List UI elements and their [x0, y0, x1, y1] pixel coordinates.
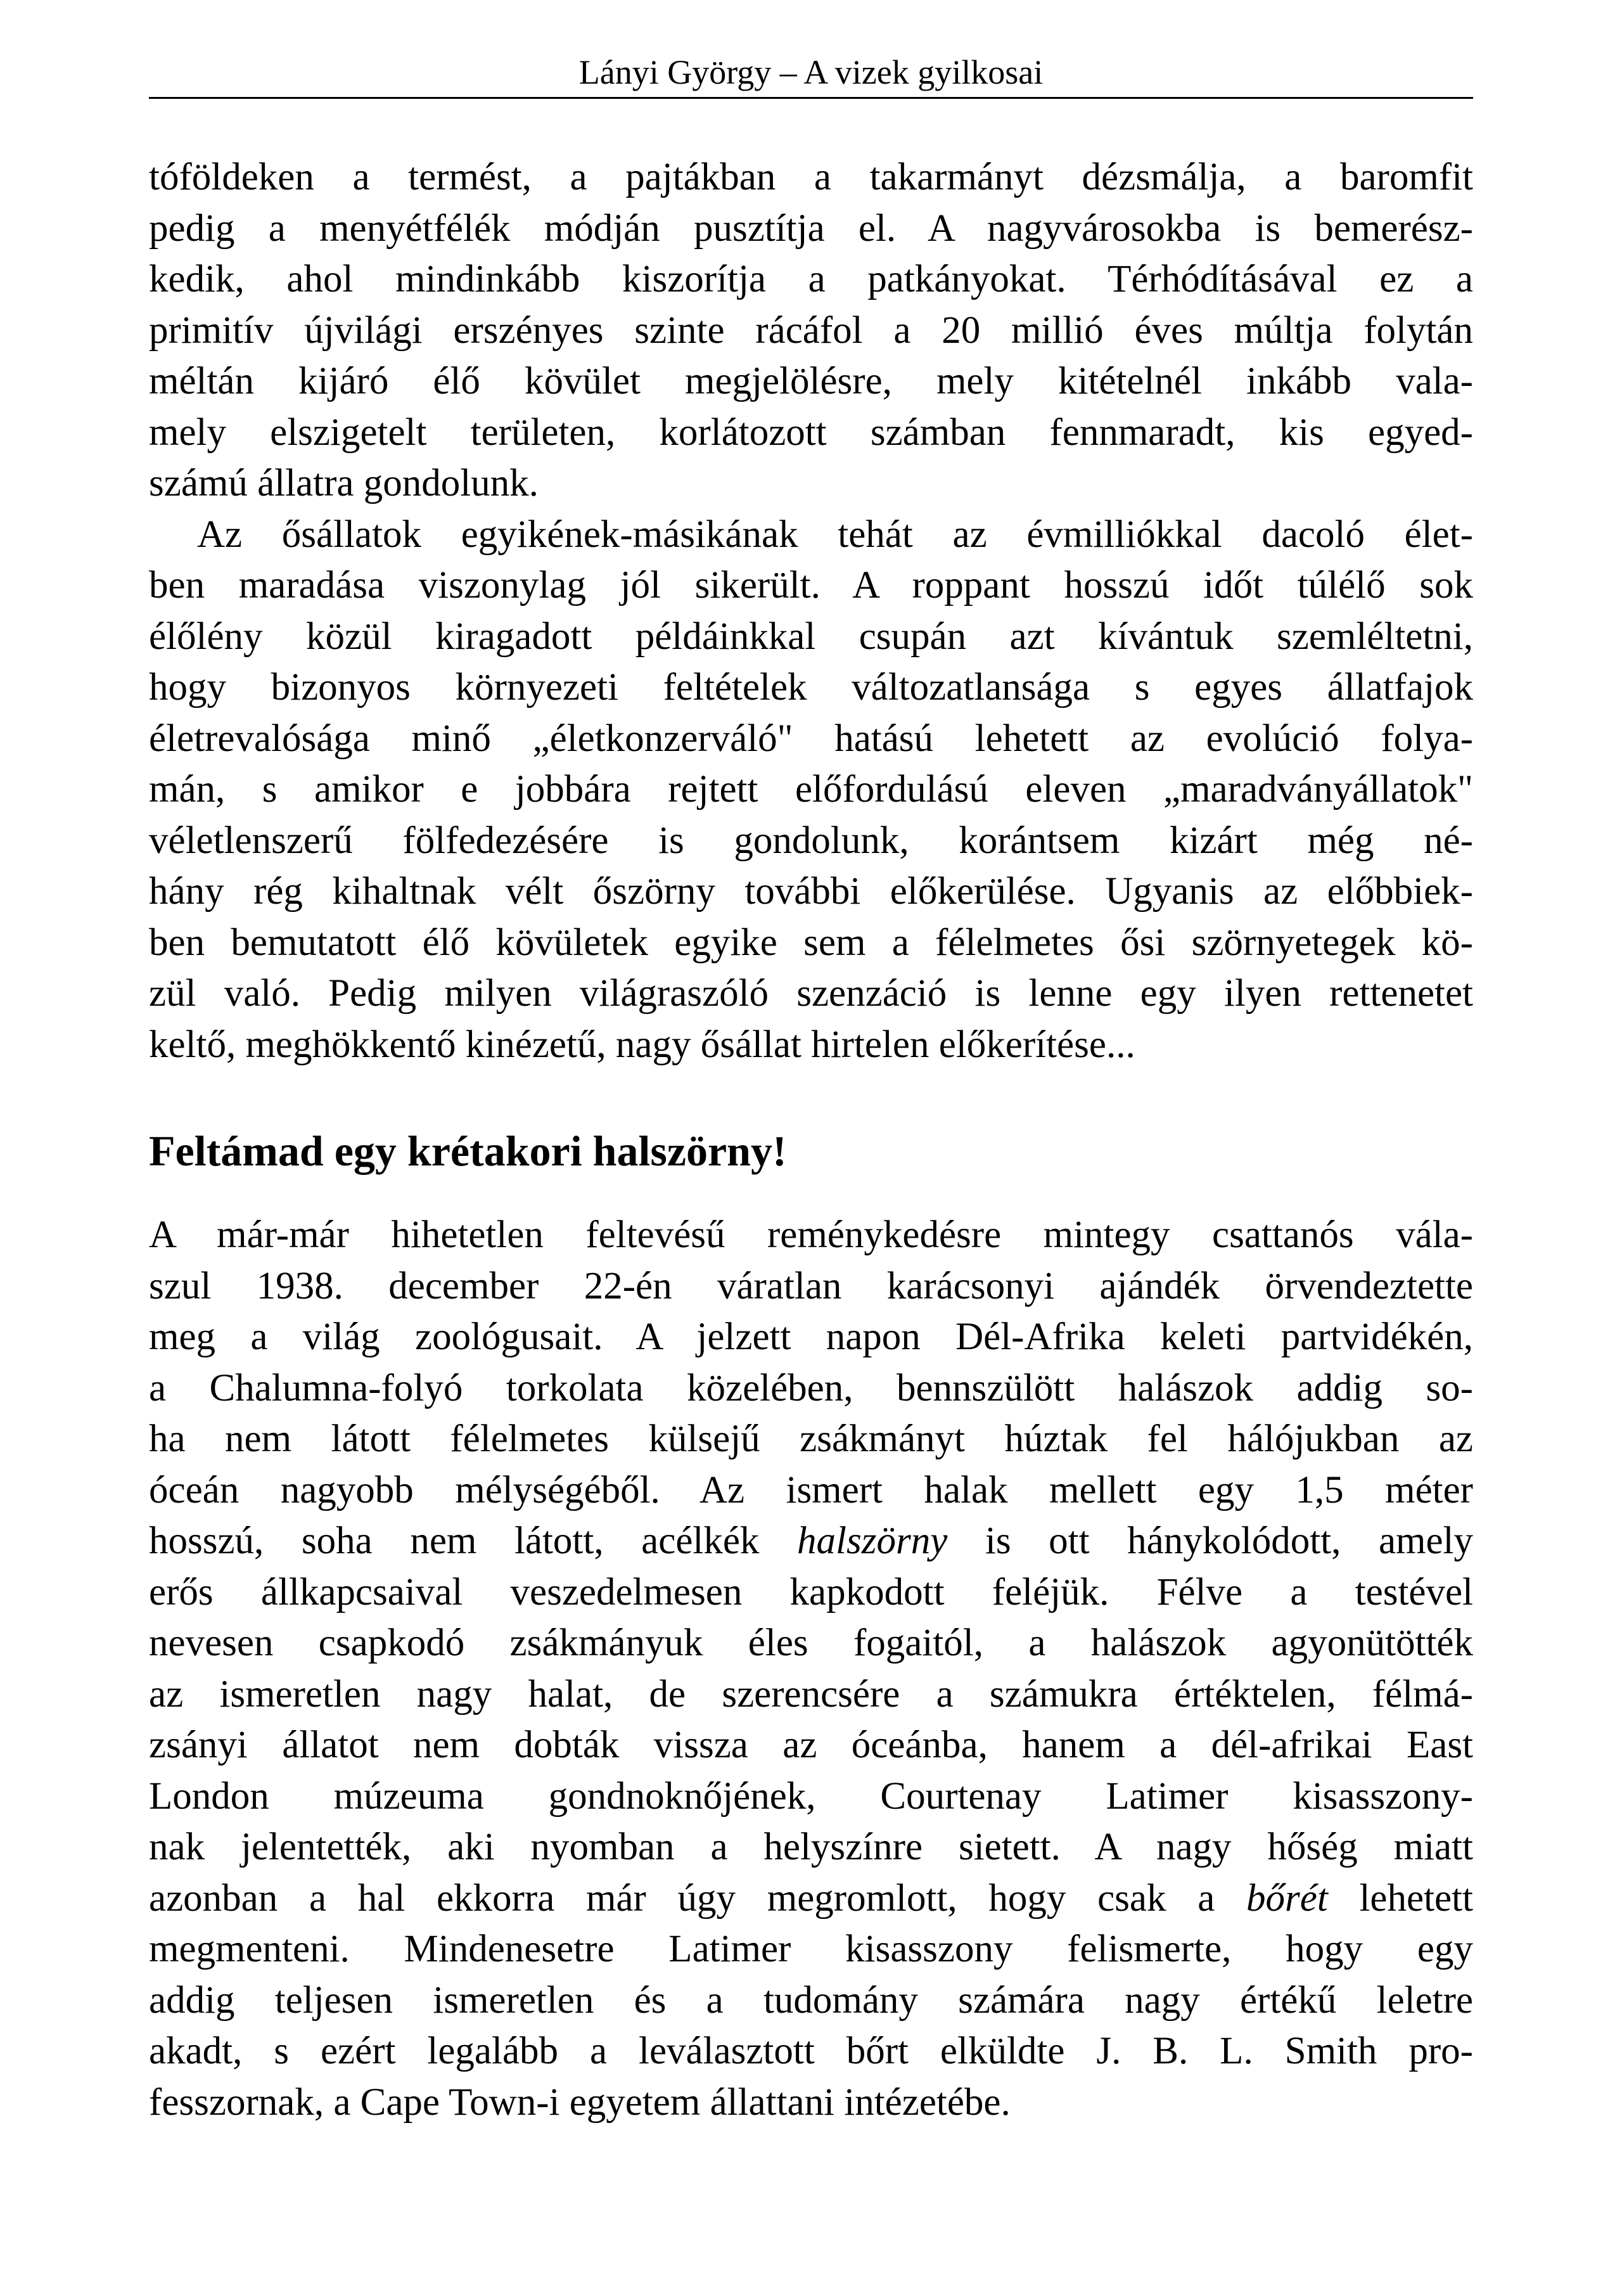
- spacer: [149, 1179, 1473, 1210]
- text-line: London múzeuma gondnoknőjének, Courtenay Latimer kisasszony-: [149, 1774, 1473, 1818]
- text-line: erős állkapcsaival veszedelmesen kapkodott feléjük. Félve a testével: [149, 1570, 1473, 1613]
- text-line: mely elszigetelt területen, korlátozott számban fennmaradt, kis egyed-: [149, 411, 1473, 454]
- text-line: [149, 1873, 1473, 1925]
- text-run: lehetett: [1327, 1876, 1474, 1920]
- text-line: nak jelentették, aki nyomban a helyszínre sietett. A nagy hőség miatt: [149, 1826, 1473, 1868]
- page-body: [149, 152, 1473, 2128]
- text-line: tóföldeken a termést, a pajtákban a takarmányt dézsmálja, a baromfit: [149, 156, 1473, 198]
- text-line: mán, s amikor e jobbára rejtett előfordulású eleven „maradványállatok": [149, 768, 1473, 811]
- text-line: megmenteni. Mindenesetre Latimer kisasszony felismerte, hogy egy: [149, 1928, 1473, 1970]
- text-line: méltán kijáró élő kövület megjelölésre, mely kitételnél inkább vala-: [149, 360, 1473, 402]
- text-run: hosszú, soha nem látott, acélkék: [149, 1520, 798, 1562]
- text-line: ben maradása viszonylag jól sikerült. A roppant hosszú időt túlélő sok: [149, 564, 1473, 606]
- italic-term: bőrét: [1246, 1876, 1328, 1920]
- text-line: keltő, meghökkentő kinézetű, nagy ősállat hirtelen előkerítése...: [149, 1023, 1135, 1066]
- text-line: nevesen csapkodó zsákmányuk éles fogaitól, a halászok agyonütötték: [149, 1622, 1473, 1664]
- paragraph-1: [149, 152, 1473, 510]
- text-line: meg a világ zoológusait. A jelzett napon Dél-Afrika keleti partvidékén,: [149, 1316, 1473, 1358]
- text-line: véletlenszerű fölfedezésére is gondolunk, korántsem kizárt még né-: [149, 819, 1473, 862]
- text-line: számú állatra gondolunk.: [149, 462, 539, 504]
- paragraph-2: [149, 510, 1473, 1071]
- text-line: zsányi állatot nem dobták vissza az óceánba, hanem a dél-afrikai East: [149, 1724, 1473, 1766]
- section-heading: Feltámad egy krétakori halszörny!: [149, 1127, 787, 1175]
- text-line: szul 1938. december 22-én váratlan karácsonyi ajándék örvendeztette: [149, 1264, 1473, 1307]
- text-line: zül való. Pedig milyen világraszóló szenzáció is lenne egy ilyen rettenetet: [149, 972, 1473, 1015]
- header-rule: [149, 97, 1473, 99]
- text-line: addig teljesen ismeretlen és a tudomány számára nagy értékű leletre: [149, 1979, 1473, 2022]
- text-line: óceán nagyobb mélységéből. Az ismert halak mellett egy 1,5 méter: [149, 1468, 1473, 1511]
- text-line: ben bemutatott élő kövületek egyike sem a félelmetes ősi szörnyetegek kö-: [149, 921, 1473, 964]
- text-line: kedik, ahol mindinkább kiszorítja a patkányokat. Térhódításával ez a: [149, 258, 1473, 300]
- text-line: pedig a menyétfélék módján pusztítja el. A nagyvárosokba is bemerész-: [149, 207, 1473, 250]
- italic-term: halszörny: [797, 1520, 948, 1562]
- text-run: azonban a hal ekkorra már úgy megromlott, hogy csak a: [149, 1876, 1246, 1920]
- text-line: ha nem látott félelmetes külsejű zsákmányt húztak fel hálójukban az: [149, 1418, 1473, 1460]
- text-line: élőlény közül kiragadott példáinkkal csupán azt kívántuk szemléltetni,: [149, 615, 1473, 658]
- text-line: primitív újvilági erszényes szinte rácáfol a 20 millió éves múltja folytán: [149, 309, 1473, 352]
- paragraph-3: [149, 1210, 1473, 2128]
- text-line: [149, 1516, 1473, 1567]
- text-run: is ott hánykolódott, amely: [947, 1520, 1473, 1562]
- text-line: a Chalumna-folyó torkolata közelében, bennszülött halászok addig so-: [149, 1366, 1473, 1409]
- text-line: az ismeretlen nagy halat, de szerencsére a számukra értéktelen, félmá-: [149, 1672, 1473, 1716]
- text-line: fesszornak, a Cape Town-i egyetem állattani intézetébe.: [149, 2081, 1011, 2124]
- text-line: akadt, s ezért legalább a leválasztott bőrt elküldte J. B. L. Smith pro-: [149, 2030, 1473, 2072]
- text-line: hány rég kihaltnak vélt őszörny további előkerülése. Ugyanis az előbbiek-: [149, 870, 1473, 913]
- running-header: Lányi György – A vizek gyilkosai: [578, 53, 1044, 91]
- text-line: hogy bizonyos környezeti feltételek változatlansága s egyes állatfajok: [149, 666, 1473, 709]
- text-line: Az ősállatok egyikének-másikának tehát az évmilliókkal dacoló élet-: [197, 513, 1473, 556]
- text-line: A már-már hihetetlen feltevésű reménykedésre mintegy csattanós vála-: [149, 1214, 1473, 1256]
- spacer: [149, 1070, 1473, 1122]
- text-line: életrevalósága minő „életkonzerváló" hatású lehetett az evolúció folya-: [149, 717, 1473, 760]
